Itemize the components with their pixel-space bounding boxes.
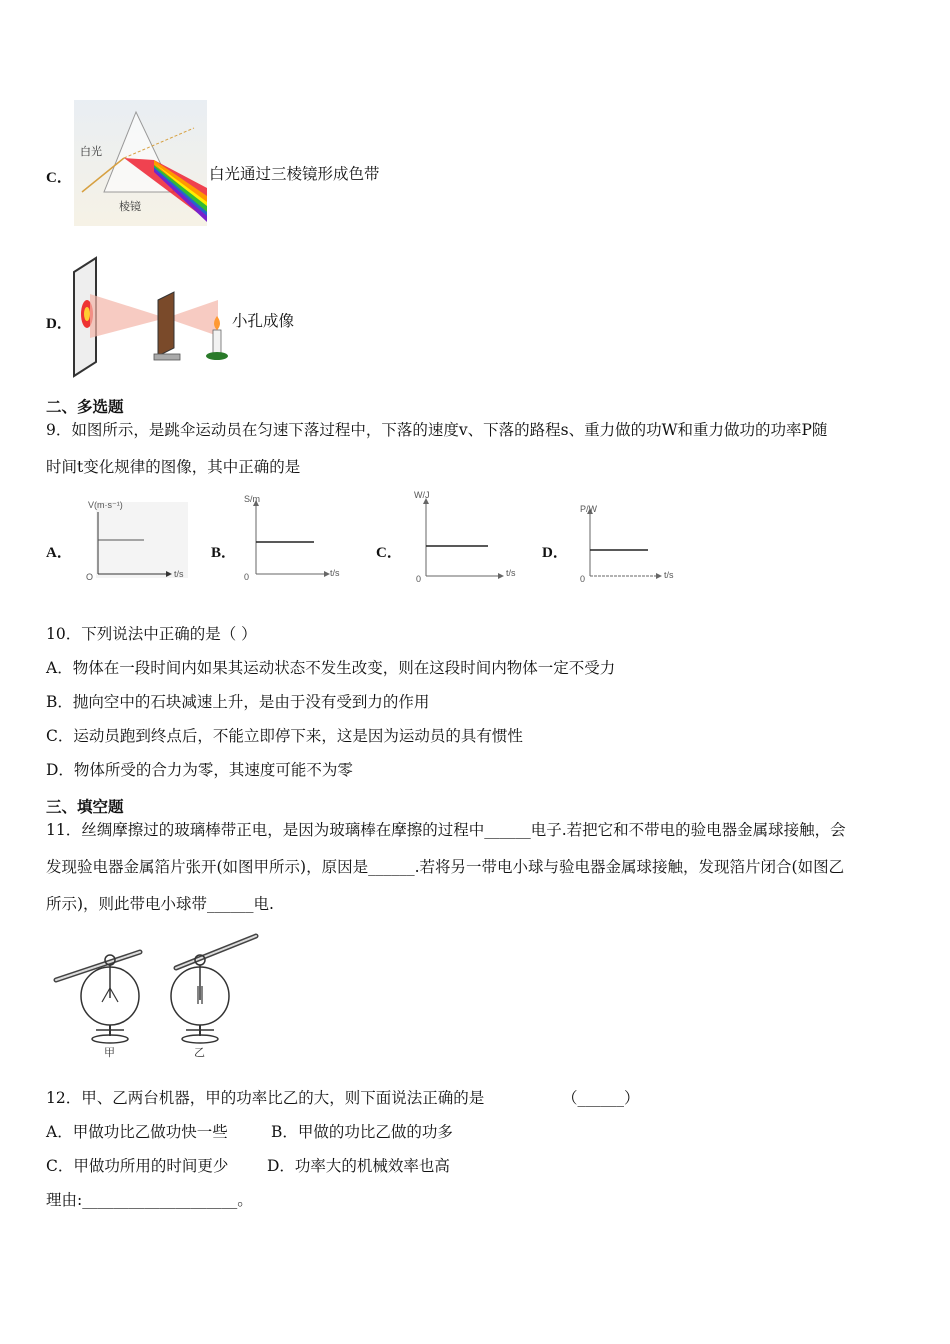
graph-b xyxy=(240,492,352,584)
q11-line1: 11．丝绸摩擦过的玻璃棒带正电，是因为玻璃棒在摩擦的过程中______电子.若把它和不带电的验电器金属球接触，会 xyxy=(46,821,846,839)
q12-stem: 12．甲、乙两台机器，甲的功率比乙的大，则下面说法正确的是 xyxy=(46,1089,485,1107)
q9-stem-line1: 9．如图所示，是跳伞运动员在匀速下落过程中，下落的速度v、下落的路程s、重力做的功W和重力做功的功率P随 xyxy=(46,421,828,439)
electroscope-figure xyxy=(52,928,262,1062)
q10-option-b: B．抛向空中的石块减速上升，是由于没有受到力的作用 xyxy=(46,693,430,711)
graph-b-ylabel: S/m xyxy=(244,494,261,504)
graph-c xyxy=(410,488,532,586)
section-title-fill-blank: 三、填空题 xyxy=(46,797,124,816)
graph-a-origin: O xyxy=(86,572,94,582)
option-d-label: D． xyxy=(46,316,72,332)
prism-label-prism: 棱镜 xyxy=(119,200,141,213)
q10-stem: 10．下列说法中正确的是（ ） xyxy=(46,625,257,643)
fig-label-yi: 乙 xyxy=(194,1046,205,1059)
prism-image xyxy=(74,100,207,226)
graph-c-xlabel: t/s xyxy=(506,568,516,578)
q10-option-d: D．物体所受的合力为零，其速度可能不为零 xyxy=(46,761,353,779)
q9-stem-line2: 时间t变化规律的图像，其中正确的是 xyxy=(46,458,301,476)
graph-d-origin: 0 xyxy=(580,574,586,584)
graph-a-label: A． xyxy=(46,545,72,561)
graph-a-ylabel: V(m·s⁻¹) xyxy=(88,500,123,510)
q12-option-c: C．甲做功所用的时间更少 xyxy=(46,1157,229,1175)
q12-option-b: B．甲做的功比乙做的功多 xyxy=(271,1123,453,1141)
graph-c-label: C． xyxy=(376,545,402,561)
option-c-text: 白光通过三棱镜形成色带 xyxy=(209,165,380,183)
fig-label-jia: 甲 xyxy=(104,1046,115,1059)
graph-a-xlabel: t/s xyxy=(174,569,184,579)
graph-d-xlabel: t/s xyxy=(664,570,674,580)
q12-option-d: D．功率大的机械效率也高 xyxy=(267,1157,450,1175)
graph-d-ylabel: P/W xyxy=(580,504,597,514)
option-d-text: 小孔成像 xyxy=(232,312,295,330)
graph-c-origin: 0 xyxy=(416,574,422,584)
q12-option-a: A．甲做功比乙做功快一些 xyxy=(46,1123,228,1141)
option-c-label: C． xyxy=(46,170,72,186)
graph-d xyxy=(574,500,686,586)
graph-a xyxy=(84,498,190,584)
q11-line3: 所示)，则此带电小球带______电. xyxy=(46,895,274,913)
graph-b-xlabel: t/s xyxy=(330,568,340,578)
prism-label-white: 白光 xyxy=(80,145,102,158)
q10-option-c: C．运动员跑到终点后，不能立即停下来，这是因为运动员的具有惯性 xyxy=(46,727,523,745)
graph-c-ylabel: W/J xyxy=(414,490,430,500)
pinhole-image xyxy=(70,256,230,378)
graph-d-label: D． xyxy=(542,545,568,561)
q12-answer-blank: （______） xyxy=(562,1089,640,1107)
q12-reason: 理由:____________________。 xyxy=(46,1191,253,1209)
q10-option-a: A．物体在一段时间内如果其运动状态不发生改变，则在这段时间内物体一定不受力 xyxy=(46,659,616,677)
graph-b-origin: 0 xyxy=(244,572,250,582)
graph-b-label: B． xyxy=(211,545,237,561)
q11-line2: 发现验电器金属箔片张开(如图甲所示)，原因是______.若将另一带电小球与验电器金属球接触，发现箔片闭合(如图乙 xyxy=(46,858,845,876)
section-title-multi-choice: 二、多选题 xyxy=(46,397,124,416)
